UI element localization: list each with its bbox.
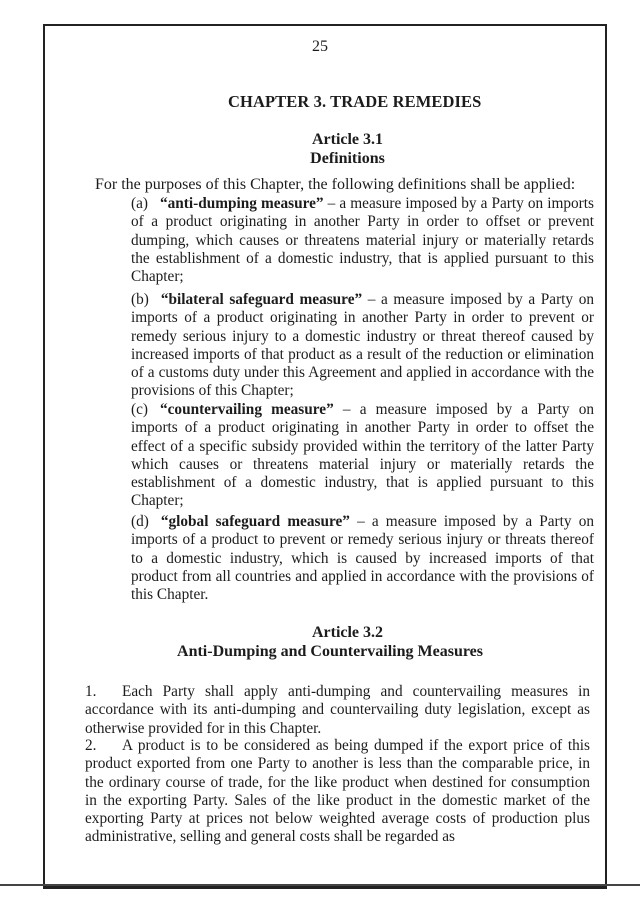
definition-term: “global safeguard measure” xyxy=(160,513,350,530)
definition-term: “anti-dumping measure” xyxy=(159,195,324,212)
definition-label: (c) xyxy=(131,401,148,418)
definition-text: – a measure imposed by a Party on imports of a product originating in another Party in order to offset the effect of a specific subsidy provided within the territory of the latter Party which causes or threatens material injury or materially retards the establishment of a domestic industry, that is applied pursuant to this Chapter; xyxy=(131,401,594,510)
definition-label: (d) xyxy=(131,513,149,530)
definition-text: – a measure imposed by a Party on imports of a product originating in another Party in order to prevent or remedy serious injury to a domestic industry or threat thereof caused by increased imports of that product as a result of the reduction or elimination of a customs duty under this Agreement and applied in accordance with the provisions of this Chapter; xyxy=(131,291,594,400)
definition-term: “bilateral safeguard measure” xyxy=(160,291,363,308)
page-edge-line xyxy=(0,884,640,886)
paragraph-number: 1. xyxy=(85,683,97,700)
article-3-1-title: Definitions xyxy=(310,150,385,167)
page-number: 25 xyxy=(312,38,328,55)
definition-text: – a measure imposed by a Party on imports of a product to prevent or remedy serious injury or threats thereof to a domestic industry, which is caused by increased imports of that product from all countries and applied in accordance with the provisions of this Chapter. xyxy=(131,513,594,604)
paragraph-text: Each Party shall apply anti-dumping and countervailing measures in accordance with its anti-dumping and countervailing duty legislation, except as otherwise provided for in this Chapter. xyxy=(85,683,590,737)
article-3-1-number: Article 3.1 xyxy=(311,131,384,148)
definition-term: “countervailing measure” xyxy=(159,401,334,418)
definition-label: (a) xyxy=(131,195,148,212)
definition-label: (b) xyxy=(131,291,149,308)
definition-text: – a measure imposed by a Party on imports of a product originating in another Party in order to offset or prevent dumping, which causes or threatens material injury or materially retards the establishment of a domestic industry, that is applied pursuant to this Chapter; xyxy=(131,195,594,286)
definition-a xyxy=(131,195,594,286)
definition-b xyxy=(131,291,594,401)
paragraph-2 xyxy=(85,737,590,847)
article-3-2-number: Article 3.2 xyxy=(311,624,384,641)
paragraph-text: A product is to be considered as being dumped if the export price of this product exported from one Party to another is less than the comparable price, in the ordinary course of trade, for the like product when destined for consumption in the exporting Party. Sales of the like product in the domestic market of the exporting Party at prices not below weighted average costs of production plus administrative, selling and general costs shall be regarded as xyxy=(85,737,590,846)
paragraph-number: 2. xyxy=(85,737,97,754)
definition-c xyxy=(131,401,594,511)
paragraph-1 xyxy=(85,683,590,738)
definition-d xyxy=(131,513,594,604)
article-3-2-title: Anti-Dumping and Countervailing Measures xyxy=(177,643,483,660)
chapter-title: CHAPTER 3. TRADE REMEDIES xyxy=(228,92,482,111)
definitions-intro: For the purposes of this Chapter, the following definitions shall be applied: xyxy=(95,176,576,193)
